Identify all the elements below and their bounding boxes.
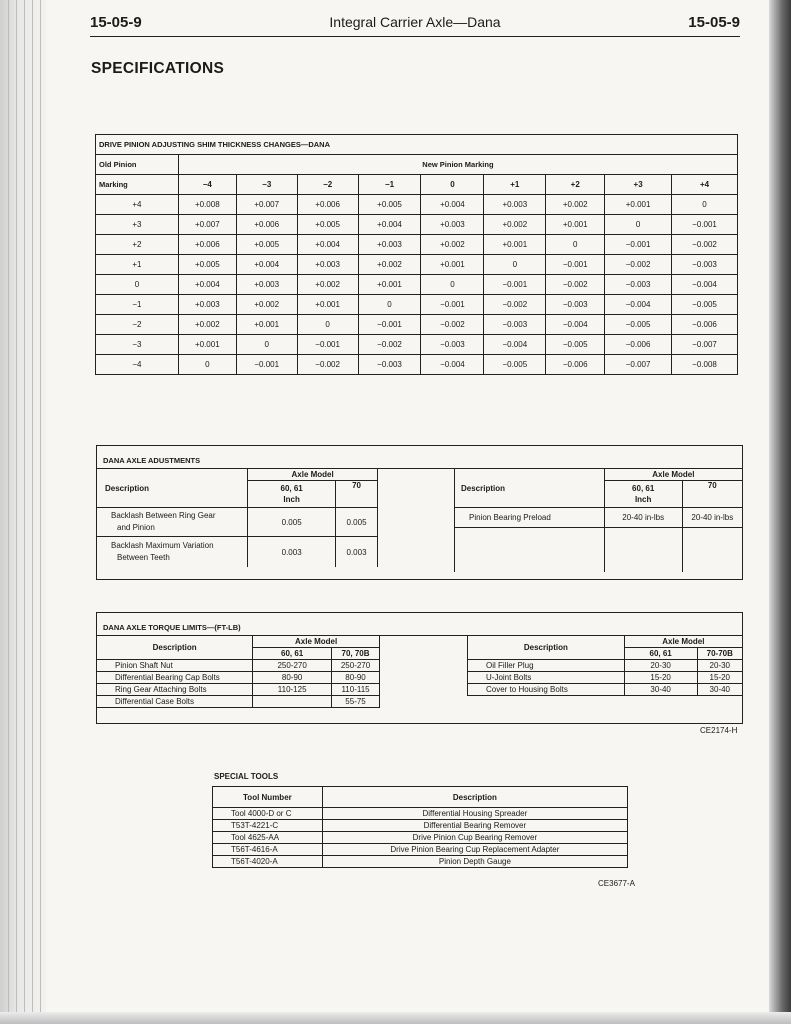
torque-b-cell: 55-75 [332, 696, 380, 708]
shim-value-cell: +0.001 [605, 195, 672, 215]
torque-b-cell: 250-270 [332, 660, 380, 672]
shim-value-cell: −0.003 [358, 355, 421, 375]
adjustments-title: DANA AXLE ADUSTMENTS [103, 456, 201, 465]
shim-value-cell: +0.001 [484, 235, 546, 255]
new-marking-column-header: −4 [178, 175, 236, 195]
adj-right-col-a-header: 60, 61 Inch [604, 481, 682, 508]
torque-axle-model-header: Axle Model [253, 636, 380, 648]
old-pinion-label: Old Pinion [96, 155, 179, 175]
table-row [96, 275, 738, 295]
table-row [96, 355, 738, 375]
shim-value-cell: +0.001 [178, 335, 236, 355]
new-marking-column-header: −2 [297, 175, 358, 195]
shim-value-cell: −0.001 [546, 255, 605, 275]
torque-a-cell: 30-40 [624, 684, 697, 696]
torque-left-table [97, 635, 380, 708]
shim-value-cell: −0.006 [672, 315, 738, 335]
page-stack-edge-left [0, 0, 46, 1024]
torque-desc-cell: Oil Filler Plug [468, 660, 625, 672]
table-row [97, 684, 380, 696]
shim-value-cell: +0.003 [297, 255, 358, 275]
shim-table-title: DRIVE PINION ADJUSTING SHIM THICKNESS CHANGES—DANA [96, 135, 738, 155]
shim-value-cell: 0 [236, 335, 297, 355]
tool-number-cell: T56T-4020-A [213, 856, 323, 868]
shim-value-cell: −0.002 [358, 335, 421, 355]
torque-a-cell: 15-20 [624, 672, 697, 684]
shim-value-cell: −0.007 [672, 335, 738, 355]
new-marking-column-header: +2 [546, 175, 605, 195]
tool-desc-cell: Drive Pinion Bearing Cup Replacement Adapter [322, 844, 627, 856]
shim-value-cell: +0.002 [546, 195, 605, 215]
table-row [213, 820, 628, 832]
table-row [96, 295, 738, 315]
shim-value-cell: −0.004 [605, 295, 672, 315]
page-number-right: 15-05-9 [688, 14, 740, 31]
old-marking-cell: +2 [96, 235, 179, 255]
shim-value-cell: −0.005 [605, 315, 672, 335]
torque-a-cell [253, 696, 332, 708]
torque-desc-header: Description [97, 636, 253, 660]
torque-right-axle-model-header: Axle Model [624, 636, 742, 648]
shim-value-cell: +0.004 [178, 275, 236, 295]
tool-desc-header: Description [322, 787, 627, 808]
shim-value-cell: +0.002 [297, 275, 358, 295]
page-edge-bottom [0, 1012, 791, 1024]
shim-value-cell: +0.005 [358, 195, 421, 215]
shim-value-cell: +0.002 [236, 295, 297, 315]
shim-value-cell: −0.003 [421, 335, 484, 355]
shim-value-cell: +0.004 [236, 255, 297, 275]
table-row [96, 195, 738, 215]
shim-value-cell: −0.006 [605, 335, 672, 355]
new-marking-column-header: +3 [605, 175, 672, 195]
page-binding-edge-right [769, 0, 791, 1024]
torque-b-cell: 15-20 [697, 672, 742, 684]
shim-value-cell: +0.003 [484, 195, 546, 215]
shim-value-cell: −0.002 [297, 355, 358, 375]
shim-value-cell: +0.007 [236, 195, 297, 215]
tool-number-cell: T53T-4221-C [213, 820, 323, 832]
torque-b-cell: 80-90 [332, 672, 380, 684]
torque-a-cell: 80-90 [253, 672, 332, 684]
section-title: SPECIFICATIONS [91, 60, 225, 77]
shim-value-cell: −0.002 [605, 255, 672, 275]
torque-col-b-header: 70, 70B [332, 648, 380, 660]
adj-left-row: Backlash Between Ring Gear and Pinion 0.005 0.005 [97, 508, 378, 537]
new-marking-column-header: −3 [236, 175, 297, 195]
torque-desc-cell: U-Joint Bolts [468, 672, 625, 684]
adj-right-desc-header: Description [455, 469, 605, 508]
tool-number-cell: Tool 4000-D or C [213, 808, 323, 820]
table-row [468, 660, 743, 672]
shim-value-cell: +0.006 [178, 235, 236, 255]
figure-code: CE3677-A [598, 879, 635, 888]
table-row [213, 856, 628, 868]
shim-value-cell: −0.001 [672, 215, 738, 235]
shim-value-cell: +0.001 [546, 215, 605, 235]
torque-desc-cell: Differential Bearing Cap Bolts [97, 672, 253, 684]
shim-value-cell: −0.003 [605, 275, 672, 295]
adj-right-row: Pinion Bearing Preload 20-40 in-lbs 20-40 in-lbs [455, 508, 743, 528]
shim-value-cell: +0.001 [421, 255, 484, 275]
shim-value-cell: +0.003 [421, 215, 484, 235]
shim-value-cell: +0.002 [358, 255, 421, 275]
shim-value-cell: +0.006 [297, 195, 358, 215]
shim-value-cell: −0.004 [484, 335, 546, 355]
old-marking-cell: −1 [96, 295, 179, 315]
page-header-title: Integral Carrier Axle—Dana [329, 14, 501, 30]
shim-value-cell: 0 [672, 195, 738, 215]
special-tools-table [212, 786, 628, 868]
torque-desc-cell: Cover to Housing Bolts [468, 684, 625, 696]
table-row [97, 660, 380, 672]
torque-a-cell: 20-30 [624, 660, 697, 672]
shim-value-cell: 0 [358, 295, 421, 315]
shim-value-cell: −0.001 [358, 315, 421, 335]
shim-value-cell: +0.004 [421, 195, 484, 215]
page-number-left: 15-05-9 [90, 14, 142, 31]
shim-value-cell: +0.001 [297, 295, 358, 315]
special-tools-title: SPECIAL TOOLS [214, 772, 279, 781]
torque-col-a-header: 60, 61 [253, 648, 332, 660]
old-marking-cell: −2 [96, 315, 179, 335]
shim-value-cell: −0.001 [484, 275, 546, 295]
old-marking-cell: +3 [96, 215, 179, 235]
shim-value-cell: +0.002 [484, 215, 546, 235]
table-row [96, 235, 738, 255]
old-marking-cell: −4 [96, 355, 179, 375]
shim-value-cell: −0.005 [484, 355, 546, 375]
old-marking-cell: −3 [96, 335, 179, 355]
adjustments-right-table [454, 468, 742, 572]
tool-desc-cell: Differential Housing Spreader [322, 808, 627, 820]
shim-value-cell: −0.008 [672, 355, 738, 375]
old-marking-cell: 0 [96, 275, 179, 295]
shim-value-cell: −0.001 [605, 235, 672, 255]
shim-value-cell: 0 [421, 275, 484, 295]
shim-value-cell: +0.003 [358, 235, 421, 255]
shim-value-cell: −0.002 [421, 315, 484, 335]
torque-right-desc-header: Description [468, 636, 625, 660]
torque-desc-cell: Pinion Shaft Nut [97, 660, 253, 672]
shim-value-cell: −0.002 [672, 235, 738, 255]
shim-value-cell: −0.004 [672, 275, 738, 295]
shim-value-cell: +0.003 [236, 275, 297, 295]
torque-a-cell: 250-270 [253, 660, 332, 672]
shim-value-cell: −0.005 [672, 295, 738, 315]
shim-value-cell: +0.005 [236, 235, 297, 255]
old-marking-cell: +4 [96, 195, 179, 215]
shim-value-cell: +0.004 [297, 235, 358, 255]
tool-number-header: Tool Number [213, 787, 323, 808]
adj-col-a-header: 60, 61 Inch [248, 481, 336, 508]
adj-axle-model-header: Axle Model [248, 469, 378, 481]
shim-value-cell: +0.003 [178, 295, 236, 315]
torque-b-cell: 110-115 [332, 684, 380, 696]
table-row [96, 215, 738, 235]
adj-right-col-b-header: 70 [682, 481, 742, 508]
table-row [213, 832, 628, 844]
torque-title: DANA AXLE TORQUE LIMITS—(FT-LB) [103, 623, 241, 632]
torque-limits-table [96, 612, 743, 724]
shim-value-cell: −0.003 [484, 315, 546, 335]
torque-a-cell: 110-125 [253, 684, 332, 696]
adj-desc-header: Description [97, 469, 248, 508]
shim-value-cell: +0.005 [178, 255, 236, 275]
shim-value-cell: −0.001 [236, 355, 297, 375]
table-row [468, 672, 743, 684]
new-marking-column-header: +1 [484, 175, 546, 195]
torque-b-cell: 20-30 [697, 660, 742, 672]
shim-value-cell: +0.006 [236, 215, 297, 235]
shim-value-cell: −0.003 [546, 295, 605, 315]
tool-number-cell: T56T-4616-A [213, 844, 323, 856]
new-marking-column-header: +4 [672, 175, 738, 195]
torque-right-col-b-header: 70-70B [697, 648, 742, 660]
tool-desc-cell: Differential Bearing Remover [322, 820, 627, 832]
shim-value-cell: −0.002 [546, 275, 605, 295]
adj-left-row: Backlash Maximum Variation Between Teeth 0.003 0.003 [97, 537, 378, 568]
new-marking-column-header: 0 [421, 175, 484, 195]
shim-value-cell: 0 [178, 355, 236, 375]
adjustments-table [96, 445, 743, 580]
table-row [97, 696, 380, 708]
table-row [213, 808, 628, 820]
figure-code: CE2174-H [700, 726, 738, 735]
shim-value-cell: 0 [484, 255, 546, 275]
shim-value-cell: +0.001 [236, 315, 297, 335]
table-row [96, 315, 738, 335]
shim-value-cell: +0.002 [421, 235, 484, 255]
torque-right-col-a-header: 60, 61 [624, 648, 697, 660]
shim-value-cell: −0.001 [297, 335, 358, 355]
table-row [97, 672, 380, 684]
table-row [213, 844, 628, 856]
torque-desc-cell: Differential Case Bolts [97, 696, 253, 708]
old-marking-cell: +1 [96, 255, 179, 275]
shim-value-cell: +0.001 [358, 275, 421, 295]
torque-b-cell: 30-40 [697, 684, 742, 696]
tool-desc-cell: Drive Pinion Cup Bearing Remover [322, 832, 627, 844]
torque-desc-cell: Ring Gear Attaching Bolts [97, 684, 253, 696]
tool-number-cell: Tool 4625-AA [213, 832, 323, 844]
shim-value-cell: +0.004 [358, 215, 421, 235]
shim-value-cell: +0.008 [178, 195, 236, 215]
shim-value-cell: −0.006 [546, 355, 605, 375]
shim-value-cell: +0.005 [297, 215, 358, 235]
marking-label: Marking [96, 175, 179, 195]
table-row [96, 255, 738, 275]
table-row [468, 684, 743, 696]
tool-desc-cell: Pinion Depth Gauge [322, 856, 627, 868]
torque-right-table [467, 635, 742, 696]
shim-value-cell: −0.002 [484, 295, 546, 315]
shim-value-cell: −0.007 [605, 355, 672, 375]
shim-value-cell: +0.002 [178, 315, 236, 335]
shim-value-cell: −0.004 [421, 355, 484, 375]
shim-thickness-table [95, 134, 738, 375]
adj-col-b-header: 70 [336, 481, 378, 508]
shim-value-cell: 0 [605, 215, 672, 235]
new-pinion-label: New Pinion Marking [178, 155, 737, 175]
shim-value-cell: 0 [297, 315, 358, 335]
shim-value-cell: −0.005 [546, 335, 605, 355]
table-row [96, 335, 738, 355]
adjustments-left-table [97, 468, 378, 567]
adj-right-axle-model-header: Axle Model [604, 469, 742, 481]
shim-value-cell: −0.004 [546, 315, 605, 335]
page-header [90, 12, 740, 37]
shim-value-cell: +0.007 [178, 215, 236, 235]
new-marking-column-header: −1 [358, 175, 421, 195]
shim-value-cell: −0.001 [421, 295, 484, 315]
shim-value-cell: 0 [546, 235, 605, 255]
shim-value-cell: −0.003 [672, 255, 738, 275]
